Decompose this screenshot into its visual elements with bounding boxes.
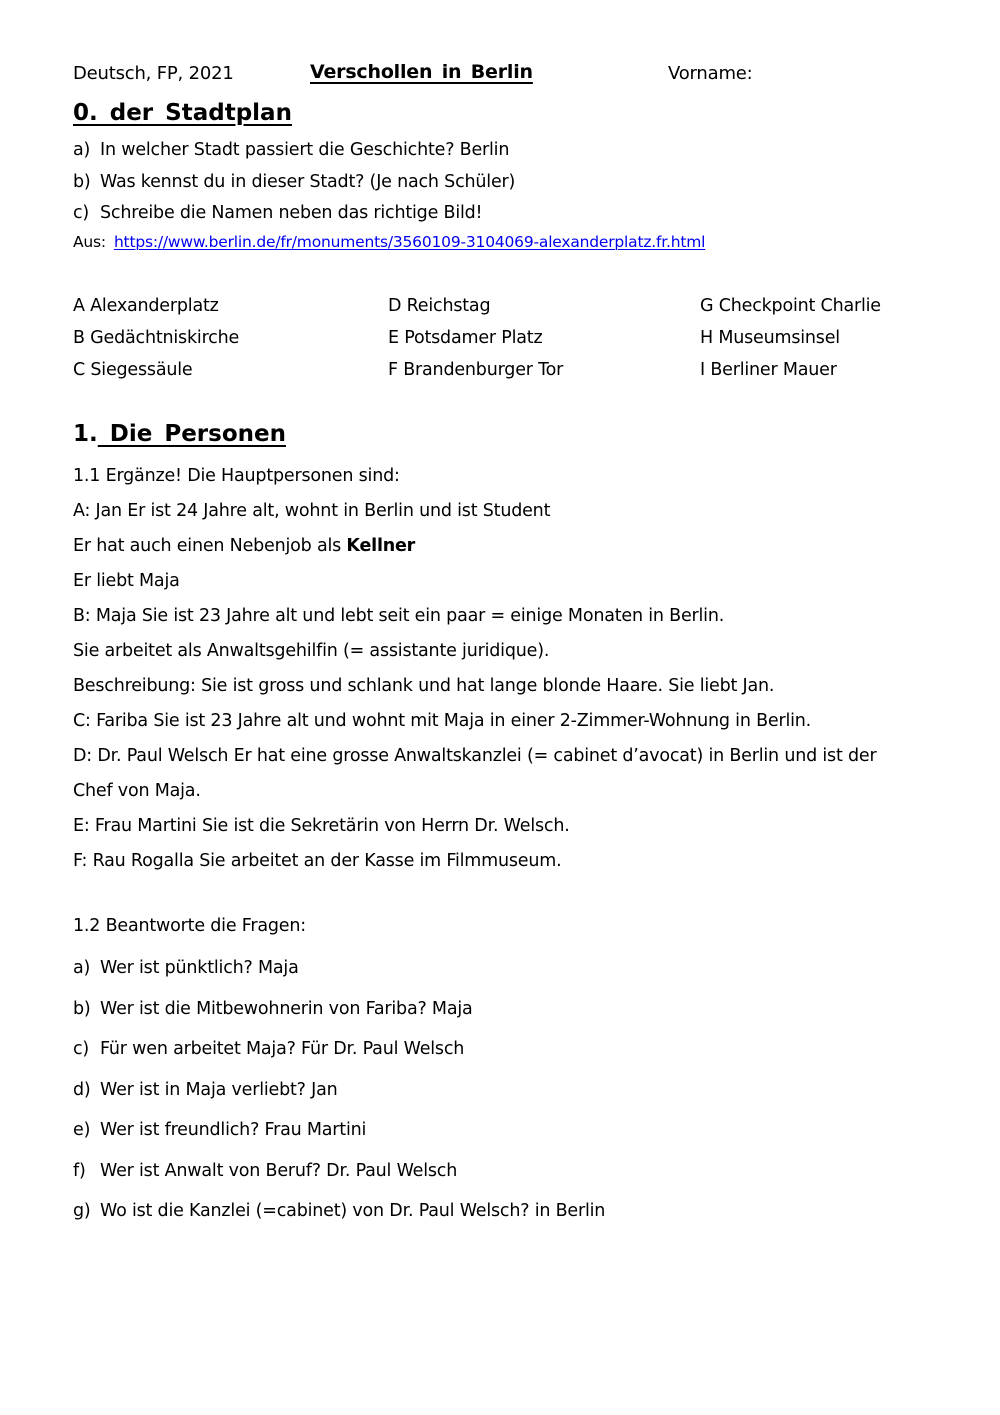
question-letter: f): [73, 1160, 86, 1181]
monument-item: A Alexanderplatz: [73, 296, 219, 316]
person-a-line: A: Jan Er ist 24 Jahre alt, wohnt in Berlin und ist Student: [73, 501, 551, 521]
question-item-b: [73, 999, 605, 1040]
person-b-line: B: Maja Sie ist 23 Jahre alt und lebt seit ein paar = einige Monaten in Berlin.: [73, 606, 725, 626]
section-1-heading: [73, 421, 286, 447]
nebenjob-bold: Kellner: [346, 536, 416, 556]
item-text: Was kennst du in dieser Stadt? (Je nach Schüler): [100, 171, 516, 192]
monument-item: I Berliner Mauer: [700, 360, 837, 380]
arbeitet-line: Sie arbeitet als Anwaltsgehilfin (= assistante juridique).: [73, 641, 550, 661]
monuments-column-2: [388, 296, 563, 392]
sub1-intro: 1.1 Ergänze! Die Hauptpersonen sind:: [73, 466, 400, 486]
source-label: Aus:: [73, 233, 106, 251]
nebenjob-text: Er hat auch einen Nebenjob als: [73, 536, 347, 556]
question-text: Wo ist die Kanzlei (=cabinet) von Dr. Paul Welsch? in Berlin: [100, 1201, 606, 1221]
monument-item: E Potsdamer Platz: [388, 328, 543, 348]
person-d-continuation: Chef von Maja.: [73, 781, 201, 801]
question-text: Für wen arbeitet Maja? Für Dr. Paul Welsch: [100, 1039, 465, 1059]
item-text: In welcher Stadt passiert die Geschichte? Berlin: [100, 140, 510, 160]
nebenjob-line: [73, 536, 876, 571]
monument-item: B Gedächtniskirche: [73, 328, 240, 348]
question-text: Wer ist in Maja verliebt? Jan: [100, 1079, 338, 1100]
vorname-label: Vorname:: [668, 63, 753, 84]
monument-item: G Checkpoint Charlie: [700, 296, 881, 316]
item-letter: b): [73, 171, 91, 192]
question-letter: b): [73, 998, 91, 1019]
question-item-g: [73, 1201, 605, 1242]
course-label: Deutsch, FP, 2021: [73, 63, 234, 84]
monument-item: D Reichstag: [388, 296, 491, 316]
section0-item-b: [73, 172, 515, 204]
question-item-f: [73, 1161, 605, 1202]
question-item-d: [73, 1080, 605, 1121]
monuments-column-1: [73, 296, 239, 392]
item-letter: c): [73, 203, 90, 224]
monuments-column-3: [700, 296, 881, 392]
question-text: Wer ist die Mitbewohnerin von Fariba? Maja: [100, 998, 473, 1019]
section-0-heading: 0. der Stadtplan: [73, 100, 292, 126]
question-item-a: [73, 958, 605, 999]
worksheet-header: [0, 63, 1000, 93]
source-line: [73, 233, 705, 251]
section-1-number: 1.: [73, 421, 98, 447]
question-text: Wer ist Anwalt von Beruf? Dr. Paul Welsch: [100, 1160, 458, 1181]
question-item-c: [73, 1039, 605, 1080]
person-f-line: F: Rau Rogalla Sie arbeitet an der Kasse im Filmmuseum.: [73, 851, 562, 871]
source-link[interactable]: https://www.berlin.de/fr/monuments/3560109-3104069-alexanderplatz.fr.html: [113, 233, 706, 251]
question-item-e: [73, 1120, 605, 1161]
monument-item: H Museumsinsel: [700, 328, 840, 348]
question-letter: c): [73, 1039, 90, 1059]
section-1-title: Die Personen: [97, 421, 286, 447]
item-letter: a): [73, 140, 91, 160]
question-text: Wer ist pünktlich? Maja: [100, 958, 299, 978]
monument-item: C Siegessäule: [73, 360, 193, 380]
worksheet-title: Verschollen in Berlin: [310, 61, 533, 83]
question-letter: d): [73, 1079, 91, 1100]
questions-list: [73, 958, 605, 1242]
section-1-1-block: [73, 466, 876, 886]
person-d-line: D: Dr. Paul Welsch Er hat eine grosse Anwaltskanzlei (= cabinet d’avocat) in Berlin und ist der: [73, 746, 877, 766]
liebt-line: Er liebt Maja: [73, 571, 180, 591]
question-text: Wer ist freundlich? Frau Martini: [100, 1120, 367, 1140]
section0-item-a: [73, 140, 515, 172]
question-letter: g): [73, 1201, 91, 1221]
question-letter: e): [73, 1120, 91, 1140]
person-c-line: C: Fariba Sie ist 23 Jahre alt und wohnt mit Maja in einer 2-Zimmer-Wohnung in Berlin.: [73, 711, 812, 731]
beschreibung-line: Beschreibung: Sie ist gross und schlank und hat lange blonde Haare. Sie liebt Jan.: [73, 676, 775, 696]
sub2-intro: 1.2 Beantworte die Fragen:: [73, 916, 306, 936]
item-text: Schreibe die Namen neben das richtige Bild!: [100, 203, 483, 224]
person-e-line: E: Frau Martini Sie ist die Sekretärin von Herrn Dr. Welsch.: [73, 816, 570, 836]
section0-item-c: [73, 203, 515, 235]
section-0-list: [73, 140, 515, 235]
monument-item: F Brandenburger Tor: [388, 360, 564, 380]
question-letter: a): [73, 958, 91, 978]
